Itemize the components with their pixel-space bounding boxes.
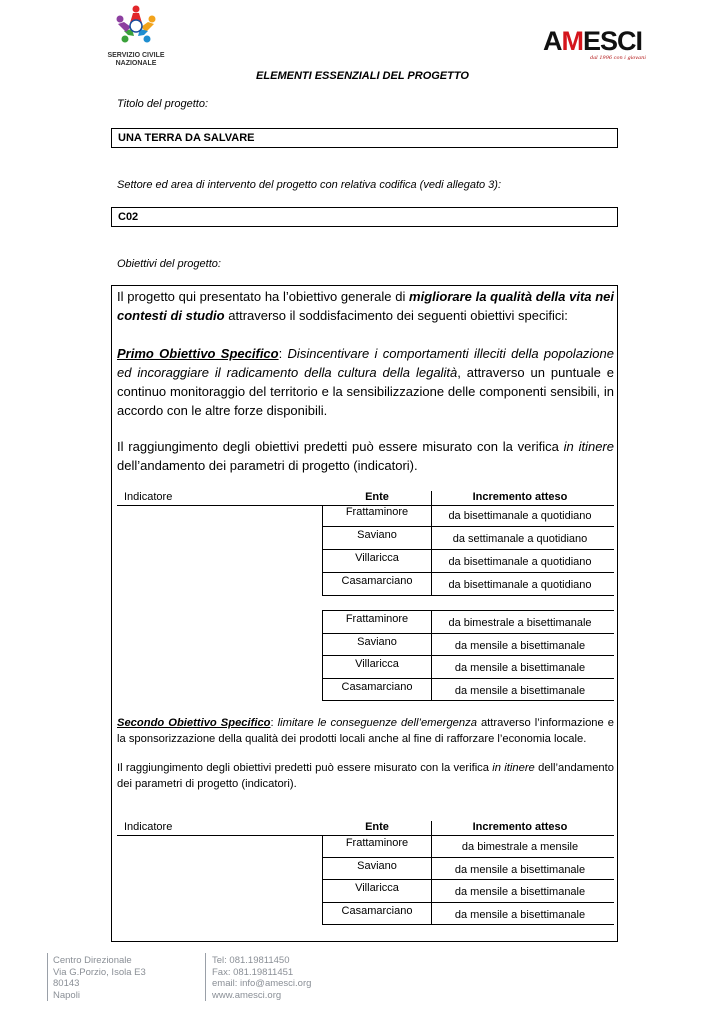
table-cell-entity: Frattaminore (345, 837, 409, 849)
table-cell-entity: Casamarciano (341, 575, 413, 587)
sector-field: C02 (111, 207, 618, 227)
footer-address-line: Via G.Porzio, Isola E3 (53, 966, 146, 978)
objectives-label: Obiettivi del progetto: (117, 258, 221, 270)
table-cell-increment: da settimanale a quotidiano (452, 533, 588, 545)
footer-address (53, 955, 146, 1001)
table-cell-entity: Saviano (357, 635, 397, 648)
table-cell-entity: Villaricca (355, 658, 399, 670)
table-cell-entity: Frattaminore (345, 506, 409, 518)
table-cell-increment: da bisettimanale a quotidiano (448, 579, 592, 591)
table-cell-increment: da mensile a bisettimanale (454, 684, 586, 697)
table-cell-entity: Villaricca (355, 882, 399, 894)
project-title-field: UNA TERRA DA SALVARE (111, 128, 618, 148)
table-cell-entity: Frattaminore (345, 613, 409, 625)
sector-label: Settore ed area di intervento del progetto con relativa codifica (vedi allegato 3): (117, 179, 502, 191)
table-cell-entity: Saviano (357, 859, 397, 872)
table-cell-increment: da bisettimanale a quotidiano (448, 510, 592, 522)
table1-header-indicator: Indicatore (124, 491, 173, 503)
servizio-civile-caption: SERVIZIO CIVILE NAZIONALE (107, 52, 165, 67)
table-cell-increment: da bimestrale a mensile (461, 841, 579, 853)
table-cell-increment: da mensile a bisettimanale (454, 863, 586, 876)
footer-contacts (212, 955, 311, 1001)
project-title-label: Titolo del progetto: (117, 98, 209, 110)
table-cell-entity: Casamarciano (341, 680, 413, 693)
footer-address-line: 80143 (53, 978, 80, 989)
table-cell-increment: da mensile a bisettimanale (454, 662, 586, 674)
amesci-tagline: dal 1996 con i giovani (590, 55, 646, 61)
objectives-intro: Il progetto qui presentato ha l’obiettivo generale di migliorare la qualità della vita nei contesti di studio attraverso il soddisfacimento dei seguenti obiettivi specifici: (117, 289, 614, 323)
table1-header-increment: Incremento atteso (472, 491, 568, 503)
footer-address-line: Centro Direzionale (53, 955, 132, 966)
footer-website-link[interactable]: www.amesci.org (212, 989, 282, 1001)
footer-address-line: Napoli (53, 989, 80, 1001)
measure-paragraph-2: Il raggiungimento degli obiettivi predetti può essere misurato con la verifica in itinere dell’andamento dei parametri di progetto (indicatori). (117, 762, 614, 790)
second-objective: Secondo Obiettivo Specifico: limitare le conseguenze dell’emergenza attraverso l’informazione e la sponsorizzazione della qualità dei prodotti locali anche al fine di rafforzare l’economia locale. (117, 717, 615, 745)
table1-header-entity: Ente (365, 491, 389, 503)
table3-header-indicator: Indicatore (124, 821, 173, 833)
footer-email-link[interactable]: email: info@amesci.org (212, 978, 312, 989)
table3-header-entity: Ente (365, 821, 389, 833)
footer-phone: Tel: 081.19811450 (212, 955, 290, 966)
table-cell-entity: Saviano (357, 529, 397, 541)
table-cell-increment: da bisettimanale a quotidiano (448, 556, 592, 568)
table-cell-entity: Villaricca (355, 552, 399, 564)
table-cell-increment: da mensile a bisettimanale (454, 908, 586, 921)
footer-fax: Fax: 081.19811451 (212, 966, 294, 978)
first-objective: Primo Obiettivo Specifico: Disincentivare i comportamenti illeciti della popolazione ed incoraggiare il radicamento della cultura della legalità, attraverso un puntuale e continuo monitoraggio del territorio e la sensibilizzazione delle componenti sensibili, in accordo con le altre forze disponibili. (117, 346, 615, 418)
table-cell-increment: da bimestrale a bisettimanale (448, 617, 592, 629)
amesci-logo: AMESCI (543, 26, 643, 56)
table-cell-increment: da mensile a bisettimanale (454, 639, 586, 652)
document-title: ELEMENTI ESSENZIALI DEL PROGETTO (256, 70, 469, 82)
table-cell-entity: Casamarciano (341, 904, 413, 917)
measure-paragraph-1: Il raggiungimento degli obiettivi predetti può essere misurato con la verifica in itinere dell’andamento dei parametri di progetto (indicatori). (117, 439, 614, 473)
table3-header-increment: Incremento atteso (472, 821, 568, 833)
table-cell-increment: da mensile a bisettimanale (454, 886, 586, 898)
